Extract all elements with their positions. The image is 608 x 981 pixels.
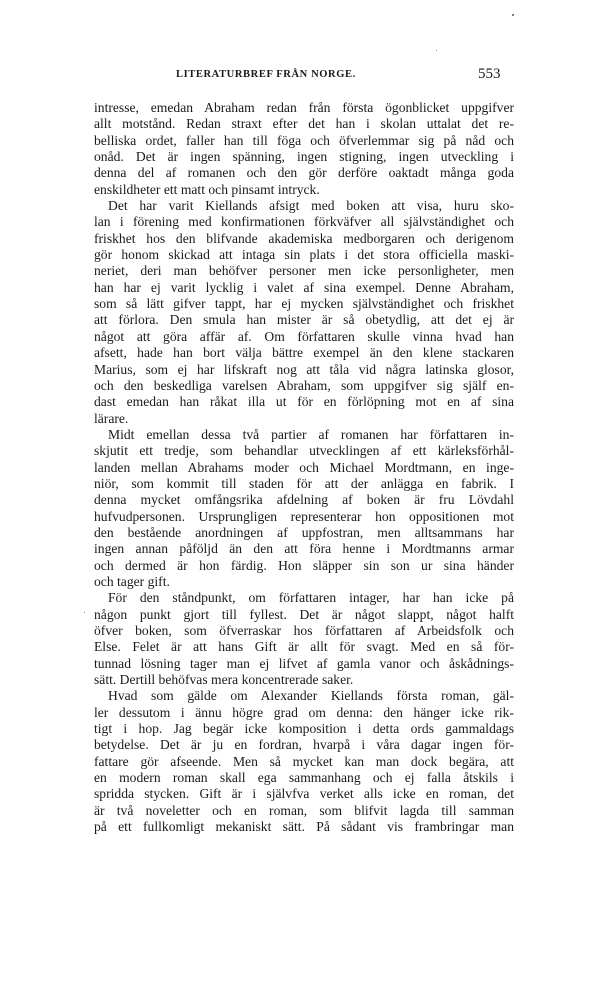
- text-line: friskhet hos den blifvande akademiska medborgaren och derigenom: [94, 230, 514, 246]
- text-line: skjutit ett tredje, som behandlar utvecklingen af ett kärleksförhål-: [94, 443, 514, 459]
- text-line: hufvudpersonen. Ursprungligen representerar hon oppositionen mot: [94, 508, 514, 524]
- text-line: Midt emellan dessa två partier af romanen har författaren in-: [108, 426, 514, 442]
- text-line: och dermed är hon färdig. Hon släpper sin son ur sina händer: [94, 557, 514, 573]
- body-text: [94, 100, 514, 835]
- text-line: något att göra affär af. Om författaren skulle vinna hvad han: [94, 328, 514, 344]
- text-line: landen mellan Abrahams moder och Michael Mordtmann, en inge-: [94, 459, 514, 475]
- page-number: 553: [478, 66, 501, 82]
- text-line: och den beskedliga varelsen Abraham, som uppgifver sig själf en-: [94, 377, 514, 393]
- text-line: och tager gift.: [94, 573, 170, 589]
- text-line: lan i förening med konfirmationen förkväfver all självständighet och: [94, 214, 514, 230]
- text-line: niör, som kommit till staden för att der anlägga en fabrik. I: [94, 475, 514, 491]
- text-line: Hvad som gälde om Alexander Kiellands första roman, gäl-: [108, 688, 514, 704]
- text-line: tigt i hop. Jag begär icke komposition i detta ords gammaldags: [94, 721, 514, 737]
- print-speck: [512, 14, 514, 16]
- text-line: en modern roman skall ega sammanhang och ej falla åtskils i: [94, 770, 514, 786]
- text-line: denna del af romanen och den gör derföre oaktadt många goda: [94, 165, 514, 181]
- page-header: [0, 66, 608, 86]
- text-line: att förlora. Den smula han mister är så obetydlig, att det ej är: [94, 312, 514, 328]
- text-line: fattare gör afseende. Men så mycket kan man dock begära, att: [94, 753, 514, 769]
- text-line: enskildheter ett matt och pinsamt intryck.: [94, 181, 320, 197]
- text-line: på ett fullkomligt mekaniskt sätt. På sådant vis frambringar man: [94, 819, 514, 835]
- text-line: För den ståndpunkt, om författaren intager, har han icke på: [108, 590, 514, 606]
- text-line: denna mycket omfångsrika afdelning af boken är fru Lövdahl: [94, 492, 514, 508]
- text-line: onåd. Det är ingen spänning, ingen stigning, ingen utveckling i: [94, 149, 514, 165]
- text-line: afsett, hade han bort välja bättre exempel än den klene stackaren: [94, 345, 514, 361]
- text-line: den bestående anordningen af uppfostran, men alltsammans har: [94, 524, 514, 540]
- running-head: LITERATURBREF FRÅN NORGE.: [176, 69, 356, 80]
- text-line: någon punkt gjort till fyllest. Det är något slappt, något halft: [94, 606, 514, 622]
- text-line: dast emedan han råkat illa ut för en förlöpning mot en af sina: [94, 394, 514, 410]
- text-line: han har ej varit lycklig i valet af sina exempel. Denne Abraham,: [94, 279, 514, 295]
- text-line: sätt. Dertill behöfvas mera koncentrerade saker.: [94, 672, 354, 688]
- text-line: som så lätt gifver tappt, har ej mycken självständighet och friskhet: [94, 296, 514, 312]
- text-line: ingen annan påföljd än den att föra henne i Mordtmanns armar: [94, 541, 514, 557]
- text-line: belliska ordet, faller han till föga och öfverlemmar sig på nåd och: [94, 132, 514, 148]
- text-line: är två noveletter och en roman, som blifvit lagda till samman: [94, 802, 514, 818]
- text-line: betydelse. Det är ju en fordran, hvarpå i våra dagar ingen för-: [94, 737, 514, 753]
- text-line: allt motstånd. Redan straxt efter det han i skolan uttalat det re-: [94, 116, 514, 132]
- print-speck: [436, 50, 437, 51]
- text-line: lärare.: [94, 410, 129, 426]
- text-line: gör honom skickad att intaga sin plats i det stora officiella maski-: [94, 247, 514, 263]
- text-line: intresse, emedan Abraham redan från första ögonblicket uppgifver: [94, 100, 514, 115]
- text-line: Else. Felet är att hans Gift är allt för svagt. Med en så för-: [94, 639, 514, 655]
- text-line: neriet, deri man behöfver personer men icke personligheter, men: [94, 263, 514, 279]
- text-line: ler dessutom i ännu högre grad om denna: den hänger icke rik-: [94, 704, 514, 720]
- text-line: Marius, som ej har lifskraft nog att tåla vid några latinska glosor,: [94, 361, 514, 377]
- text-line: Det har varit Kiellands afsigt med boken att visa, huru sko-: [108, 198, 514, 214]
- text-line: spridda stycken. Gift är i självfva verket alls icke en roman, det: [94, 786, 514, 802]
- print-speck: [84, 612, 85, 613]
- text-line: tunnad lösning tager man ej lifvet af gamla vanor och åskådnings-: [94, 655, 514, 671]
- text-line: öfver boken, som öfverraskar hos författaren af Arbeidsfolk och: [94, 623, 514, 638]
